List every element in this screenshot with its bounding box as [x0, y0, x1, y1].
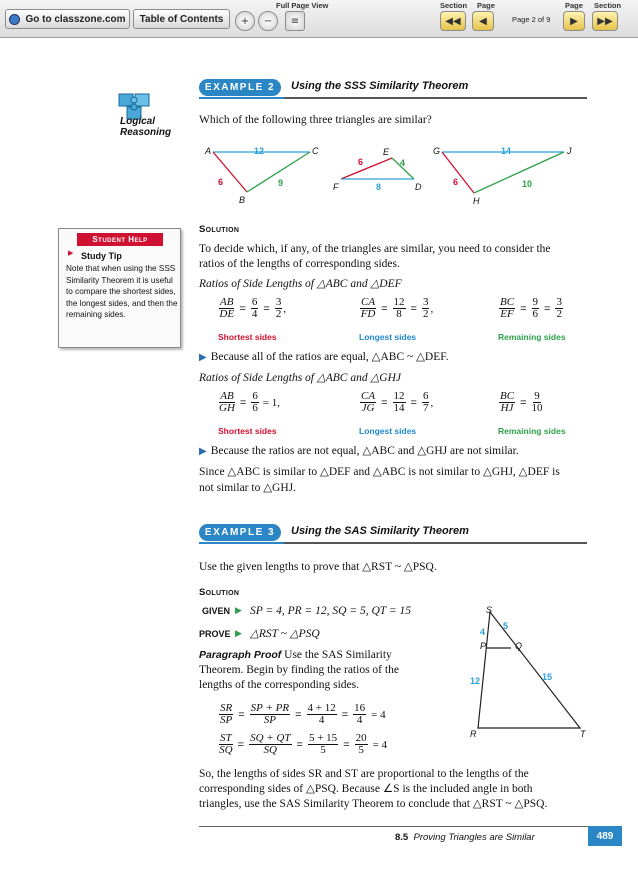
- since-text-2: not similar to △GHJ.: [199, 482, 297, 494]
- length-sp: 4: [480, 627, 486, 637]
- vertex-j: J: [567, 146, 572, 156]
- toolbar: [0, 0, 638, 38]
- vertex-d: D: [415, 182, 422, 192]
- study-tip-text: Note that when using the SSS Similarity Theorem it is useful to compare the shortest sides, the longest sides, and then the remaining sides.: [66, 264, 178, 319]
- footer-title: 8.5 Proving Triangles are Similar: [395, 832, 535, 843]
- length-bc: 9: [278, 178, 284, 188]
- example-3-badge: EXAMPLE 3: [199, 524, 281, 541]
- prev-page-icon[interactable]: ◀: [472, 11, 494, 31]
- vertex-c: C: [312, 146, 319, 156]
- since-text-1: Since △ABC is similar to △DEF and △ABC is not similar to △GHJ, △DEF is: [199, 466, 560, 478]
- vertex-q: Q: [515, 641, 523, 651]
- length-qt: 15: [542, 672, 553, 682]
- example-2-title: Using the SSS Similarity Theorem: [291, 80, 469, 92]
- goto-label: Go to classzone.com: [25, 13, 126, 25]
- page-right-label: Page: [565, 1, 583, 10]
- footer-rule: [199, 826, 588, 827]
- side-fe: [341, 158, 392, 179]
- example-2-question: Which of the following three triangles are similar?: [199, 114, 432, 126]
- toc-label: Table of Contents: [139, 13, 224, 25]
- ratio-ab-gh: $\frac{AB}{GH}$ = $\frac{6}{6}$ = 1,: [219, 390, 281, 414]
- ratios-ghj-heading: Ratios of Side Lengths of △ABC and △GHJ: [199, 372, 401, 384]
- vertex-a: A: [205, 146, 212, 156]
- length-fe: 6: [358, 157, 364, 167]
- zoom-in-icon[interactable]: +: [235, 11, 255, 31]
- globe-icon: [9, 14, 20, 25]
- solution-text-1: To decide which, if any, of the triangles are similar, you need to consider the: [199, 243, 551, 255]
- bullet-arrow-icon: ▶: [68, 249, 74, 257]
- full-page-view-label: Full Page View: [276, 1, 329, 10]
- proof-line-2: Theorem. Begin by finding the ratios of the: [199, 664, 399, 676]
- vertex-r: R: [470, 729, 477, 739]
- logical-reasoning-label: Logical Reasoning: [120, 116, 172, 138]
- ratio-ca-fd: $\frac{CA}{FD}$ = $\frac{12}{8}$ = $\frac{3}{2}$ ,: [360, 296, 434, 320]
- equation-sr-sp: $\frac{SR}{SP}$ = $\frac{SP + PR}{SP}$ = $\frac{4 + 12}{4}$ = $\frac{16}{4}$ = 4: [220, 702, 386, 726]
- label-remaining-1: Remaining sides: [498, 332, 566, 342]
- label-longest-2: Longest sides: [359, 426, 417, 436]
- vertex-b: B: [239, 195, 246, 205]
- rst-figure: [470, 600, 590, 735]
- example-3-title: Using the SAS Similarity Theorem: [291, 525, 469, 537]
- prove-label: PROVE: [199, 629, 231, 639]
- page-left-label: Page: [477, 1, 495, 10]
- solution-heading-2: Solution: [199, 224, 240, 235]
- example-2-rule: [284, 97, 587, 99]
- given-text: SP = 4, PR = 12, SQ = 5, QT = 15: [250, 605, 411, 617]
- example-3-intro: Use the given lengths to prove that △RST ~ △PSQ.: [199, 561, 437, 573]
- proof-line-1: Paragraph Proof Use the SAS Similarity: [199, 649, 392, 661]
- prove-text: △RST ~ △PSQ: [250, 628, 320, 640]
- length-hj: 10: [522, 179, 533, 189]
- length-gj: 14: [501, 146, 512, 156]
- length-fd: 8: [376, 182, 382, 192]
- ratio-bc-hj: $\frac{BC}{HJ}$ = $\frac{9}{10}$: [500, 390, 543, 414]
- solution-heading-3: Solution: [199, 587, 240, 598]
- example-2-rule-accent: [199, 97, 284, 99]
- proof-line-3: lengths of the corresponding sides.: [199, 679, 360, 691]
- vertex-g: G: [433, 146, 441, 156]
- student-help-badge: Student Help: [77, 233, 163, 246]
- example-2-badge: EXAMPLE 2: [199, 79, 281, 96]
- arrow-icon: ▶: [199, 446, 207, 457]
- length-ed: 4: [400, 158, 406, 168]
- equation-st-sq: $\frac{ST}{SQ}$ = $\frac{SQ + QT}{SQ}$ = $\frac{5 + 15}{5}$ = $\frac{20}{5}$ = 4: [219, 732, 388, 756]
- full-page-view-icon[interactable]: ≡: [285, 11, 305, 31]
- label-shortest-2: Shortest sides: [218, 426, 277, 436]
- vertex-h: H: [473, 196, 480, 206]
- vertex-t: T: [580, 729, 586, 739]
- goto-classzone-button[interactable]: [5, 9, 130, 29]
- ratio-ab-de: $\frac{AB}{DE}$ = $\frac{6}{4}$ = $\frac{3}{2}$ ,: [219, 296, 287, 320]
- ratios-def-heading: Ratios of Side Lengths of △ABC and △DEF: [199, 278, 402, 290]
- side-hj: [474, 152, 564, 193]
- triangle-rst: [478, 612, 580, 728]
- label-longest-1: Longest sides: [359, 332, 417, 342]
- vertex-f: F: [333, 182, 339, 192]
- given-label: GIVEN: [202, 606, 231, 616]
- conclusion-1: ▶ Because all of the ratios are equal, △ABC ~ △DEF.: [199, 351, 449, 363]
- final-text-1: So, the lengths of sides SR and ST are proportional to the lengths of the: [199, 768, 529, 780]
- given-arrow-icon: ▶: [235, 605, 242, 615]
- label-remaining-2: Remaining sides: [498, 426, 566, 436]
- arrow-icon: ▶: [199, 352, 207, 363]
- prev-section-icon[interactable]: ◀◀: [440, 11, 466, 31]
- vertex-p: P: [480, 641, 487, 651]
- final-text-3: triangles, use the SAS Similarity Theorem to conclude that △RST ~ △PSQ.: [199, 798, 548, 810]
- section-right-label: Section: [594, 1, 622, 10]
- zoom-out-icon[interactable]: −: [258, 11, 278, 31]
- next-page-icon[interactable]: ▶: [563, 11, 585, 31]
- vertex-e: E: [383, 147, 390, 157]
- example-3-rule-accent: [199, 542, 284, 544]
- length-pr: 12: [470, 676, 481, 686]
- vertex-s: S: [486, 605, 493, 615]
- example-3-rule: [284, 542, 587, 544]
- solution-text-2: ratios of the lengths of corresponding sides.: [199, 258, 400, 270]
- table-of-contents-button[interactable]: [133, 9, 230, 29]
- page-number-badge: 489: [588, 826, 622, 846]
- ratio-bc-ef: $\frac{BC}{EF}$ = $\frac{9}{6}$ = $\frac{3}{2}$: [500, 296, 562, 320]
- label-shortest-1: Shortest sides: [218, 332, 277, 342]
- page-indicator: Page 2 of 9: [512, 15, 551, 24]
- ratio-ca-jg: $\frac{CA}{JG}$ = $\frac{12}{14}$ = $\frac{6}{7}$ ,: [361, 390, 434, 414]
- prove-arrow-icon: ▶: [235, 628, 242, 638]
- study-tip-title: Study Tip: [81, 251, 122, 261]
- length-gh: 6: [453, 177, 459, 187]
- section-left-label: Section: [440, 1, 468, 10]
- conclusion-2: ▶ Because the ratios are not equal, △ABC and △GHJ are not similar.: [199, 445, 519, 457]
- length-ac: 12: [254, 146, 265, 156]
- length-sq: 5: [503, 621, 509, 631]
- next-section-icon[interactable]: ▶▶: [592, 11, 618, 31]
- length-ab: 6: [218, 177, 224, 187]
- final-text-2: corresponding sides of △PSQ. Because ∠S is the included angle in both: [199, 783, 533, 795]
